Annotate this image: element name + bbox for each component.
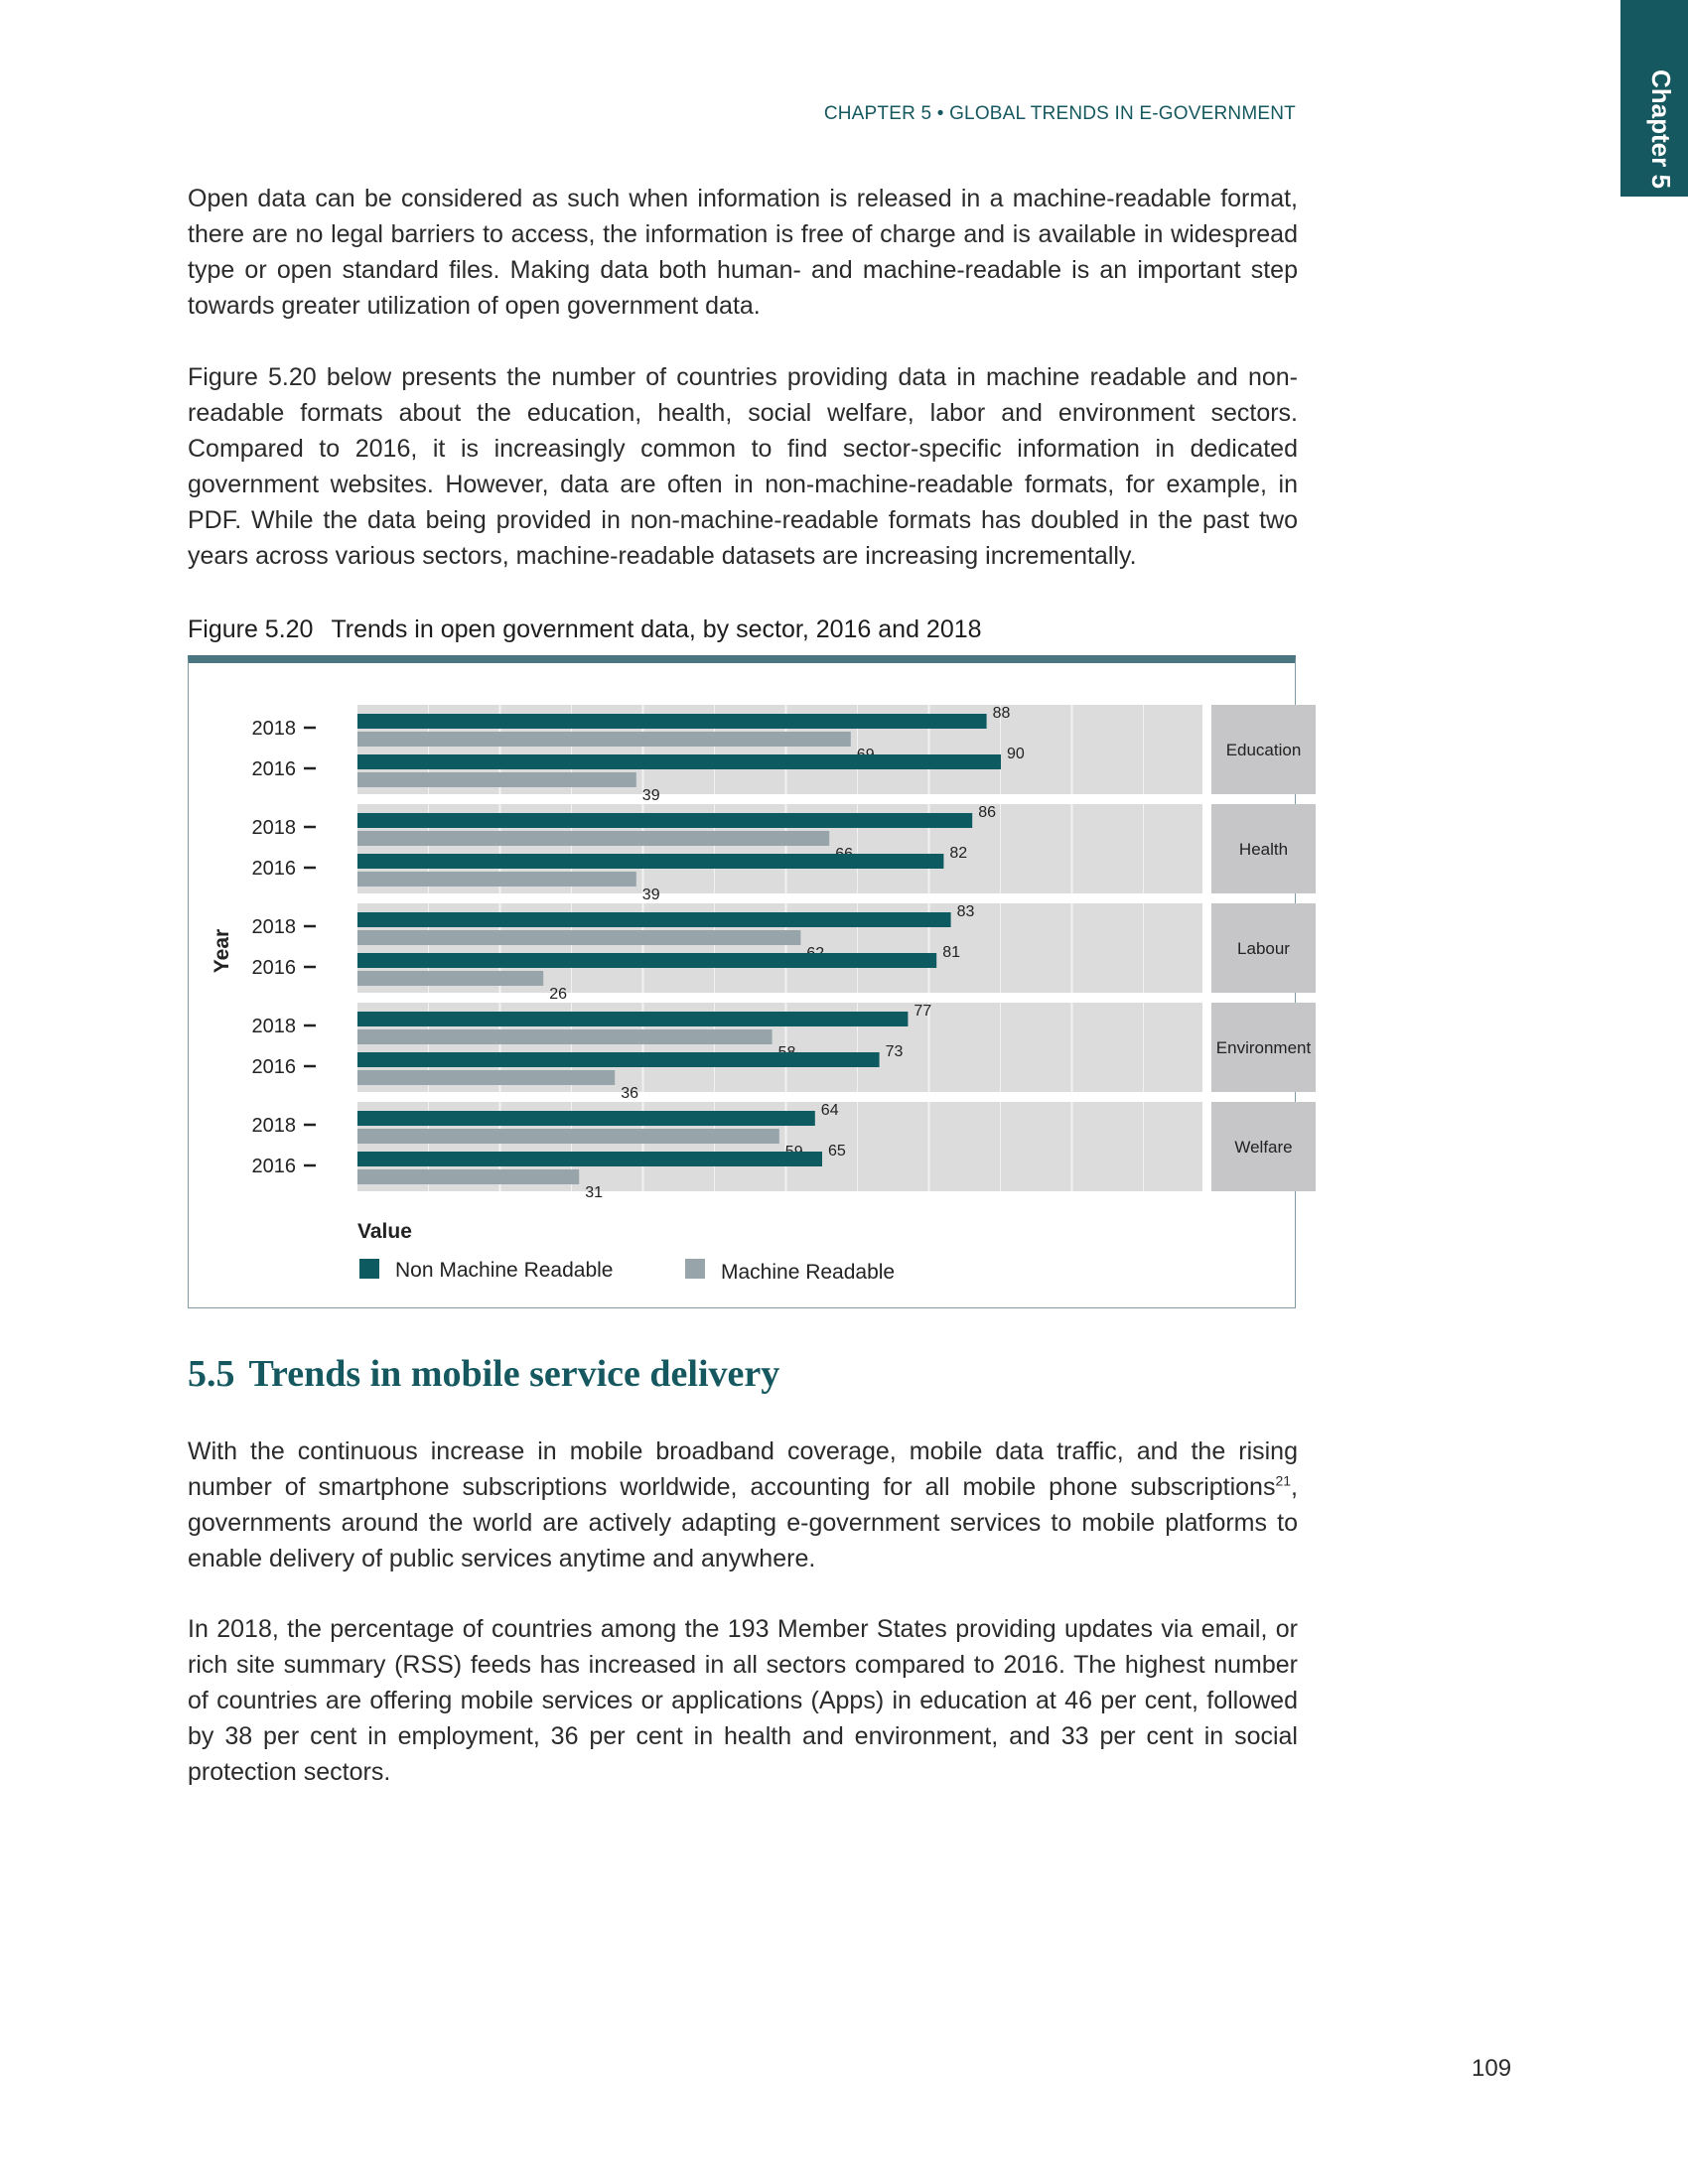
data-label-non-machine: 77 [914,1003,932,1020]
data-label-non-machine: 65 [828,1143,846,1160]
page-number: 109 [1472,2055,1512,2082]
data-label-non-machine: 88 [992,705,1011,722]
y-tick-label: 2016 [251,1056,296,1078]
legend-label-machine-readable: Machine Readable [721,1261,896,1284]
y-axis-title: Year [211,928,233,974]
bar-machine-readable-education-2016 [357,772,636,787]
bar-machine-readable-labour-2016 [357,971,543,986]
bar-non-machine-readable-education-2016 [357,754,1001,769]
data-label-non-machine: 82 [949,845,968,862]
bar-machine-readable-labour-2018 [357,930,800,945]
data-label-non-machine: 83 [956,903,975,920]
y-tick-label: 2016 [251,957,296,979]
data-label-non-machine: 73 [885,1043,904,1060]
bar-machine-readable-environment-2018 [357,1029,773,1044]
y-tick-label: 2018 [251,916,296,938]
section-number: 5.5 [188,1353,235,1395]
bar-machine-readable-health-2016 [357,872,636,887]
data-label-non-machine: 81 [942,944,960,961]
facet-label-environment: Environment [1215,1038,1312,1057]
running-head: CHAPTER 5 • GLOBAL TRENDS IN E-GOVERNMENT [823,103,1296,124]
y-tick-label: 2018 [251,1016,296,1037]
section-title: Trends in mobile service delivery [248,1353,780,1395]
y-tick-label: 2018 [251,817,296,839]
open-data-bar-chart [189,663,1312,1316]
facet-label-labour: Labour [1237,939,1290,958]
section-heading [188,1352,779,1396]
figure-number: Figure 5.20 [188,615,314,643]
paragraph-mobile-broadband [188,1433,1298,1576]
facet-label-education: Education [1225,741,1302,759]
data-label-non-machine: 64 [820,1102,839,1119]
paragraph-open-data-definition: Open data can be considered as such when information is released in a machine-readable format, there are no legal barriers to access, the information is free of charge and is available in widespread type or open standard files. Making data both human- and machine-readable is an important step towards greater utilization of open government data. [188,185,1298,320]
facet-label-health: Health [1238,840,1289,859]
figure-chart-frame [188,655,1312,1308]
chapter-tab-label: Chapter 5 [1646,69,1676,189]
bar-non-machine-readable-environment-2016 [357,1052,880,1067]
bar-non-machine-readable-labour-2016 [357,953,936,968]
paragraph-mobile-broadband-text-1: With the continuous increase in mobile broadband coverage, mobile data traffic, and the rising number of smartphone subscriptions worldwide, accounting for all mobile phone subscriptions [188,1437,1298,1501]
y-tick-label: 2018 [251,1115,296,1137]
y-tick-label: 2016 [251,758,296,780]
legend-title: Value [357,1220,412,1243]
bar-non-machine-readable-education-2018 [357,714,987,729]
legend-swatch-non-machine-readable [359,1259,379,1279]
bar-non-machine-readable-environment-2018 [357,1012,908,1026]
bar-non-machine-readable-health-2018 [357,813,972,828]
bar-machine-readable-education-2018 [357,732,851,747]
figure-caption [188,615,982,644]
bar-non-machine-readable-welfare-2018 [357,1111,815,1126]
data-label-machine: 39 [641,787,660,804]
chapter-tab [1620,0,1688,197]
data-label-non-machine: 90 [1007,746,1025,762]
bar-machine-readable-welfare-2016 [357,1169,579,1184]
bar-non-machine-readable-welfare-2016 [357,1152,822,1166]
legend-swatch-machine-readable [685,1259,705,1279]
bar-machine-readable-environment-2016 [357,1070,615,1085]
y-tick-label: 2018 [251,718,296,740]
bar-non-machine-readable-labour-2018 [357,912,951,927]
y-tick-label: 2016 [251,858,296,880]
y-tick-label: 2016 [251,1156,296,1177]
data-label-non-machine: 86 [978,804,996,821]
data-label-machine: 26 [549,986,567,1003]
bar-machine-readable-health-2018 [357,831,829,846]
figure-title: Trends in open government data, by sector, 2016 and 2018 [331,615,982,643]
data-label-machine: 36 [621,1085,638,1102]
legend-label-non-machine-readable: Non Machine Readable [395,1259,614,1282]
bar-non-machine-readable-health-2016 [357,854,943,869]
paragraph-mobile-updates: In 2018, the percentage of countries among the 193 Member States providing updates via email, or rich site summary (RSS) feeds has increased in all sectors compared to 2016. The highest number of countries are offering mobile services or applications (Apps) in education at 46 per cent, followed by 38 per cent in employment, 36 per cent in health and environment, and 33 per cent in social protection sectors. [188,1615,1298,1786]
facet-label-welfare: Welfare [1234,1138,1293,1157]
data-label-machine: 31 [585,1184,603,1201]
paragraph-mobile-broadband-text-2: , governments around the world are actively adapting e-government services to mobile platforms to enable delivery of public services anytime and anywhere. [188,1473,1298,1572]
paragraph-figure-intro: Figure 5.20 below presents the number of countries providing data in machine readable and non-readable formats about the education, health, social welfare, labor and environment sectors. Compared to 2016, it is increasingly common to find sector-specific information in dedicated government websites. However, data are often in non-machine-readable formats, for example, in PDF. While the data being provided in non-machine-readable formats has doubled in the past two years across various sectors, machine-readable datasets are increasing incrementally. [188,363,1298,570]
bar-machine-readable-welfare-2018 [357,1129,779,1144]
footnote-ref-21[interactable]: 21 [1275,1472,1292,1489]
data-label-machine: 39 [641,887,660,903]
